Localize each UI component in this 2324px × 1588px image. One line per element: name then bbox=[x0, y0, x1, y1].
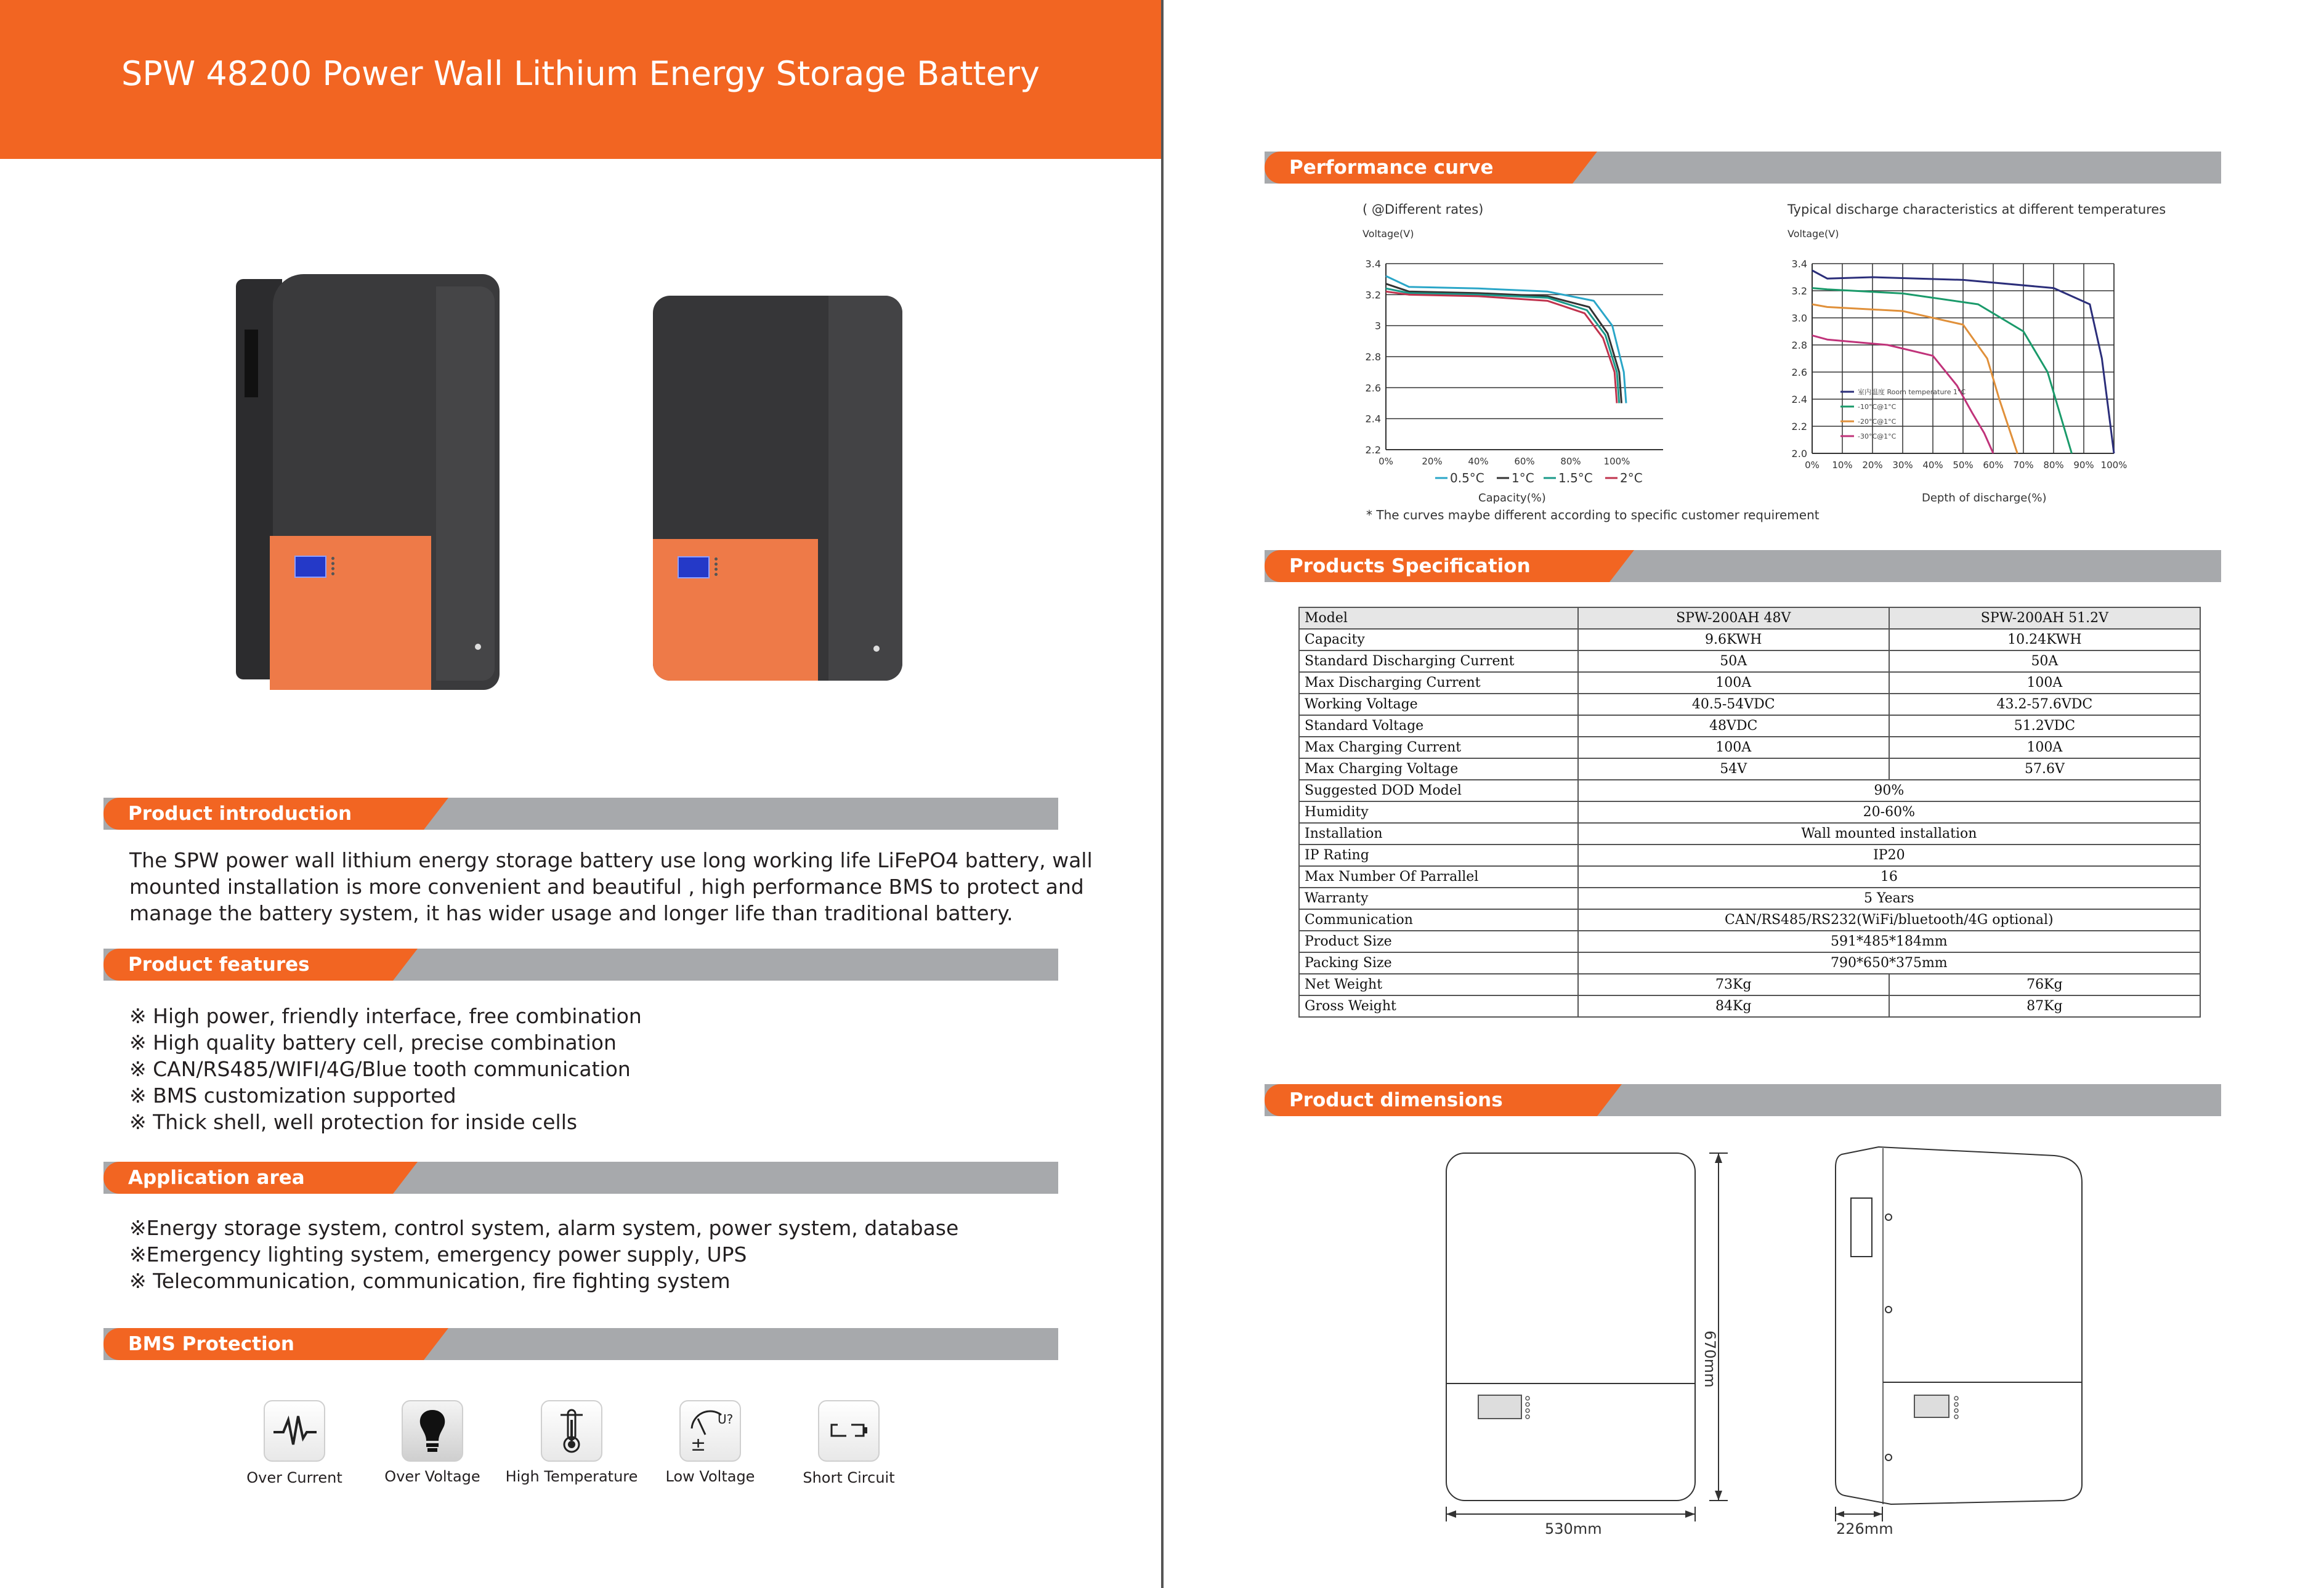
series-line bbox=[1812, 288, 2071, 453]
spec-cell: 50A bbox=[1578, 650, 1889, 672]
x-tick-label: 20% bbox=[1422, 456, 1443, 467]
chart2-ylabel: Voltage(V) bbox=[1788, 228, 1839, 240]
spec-cell: 87Kg bbox=[1889, 995, 2200, 1017]
spec-cell: Warranty bbox=[1299, 888, 1578, 909]
spec-cell: 100A bbox=[1889, 737, 2200, 758]
y-tick-label: 2.8 bbox=[1365, 351, 1381, 363]
battery-angled-view bbox=[236, 274, 500, 690]
svg-text:U?: U? bbox=[718, 1412, 734, 1427]
y-tick-label: 3 bbox=[1374, 320, 1381, 332]
legend-label: 1°C bbox=[1512, 471, 1534, 485]
application-item: ※ Telecommunication, communication, fire fighting system bbox=[129, 1269, 731, 1293]
section-bar-specification bbox=[1265, 550, 2221, 582]
spec-cell: Max Charging Current bbox=[1299, 737, 1578, 758]
section-heading-bms: BMS Protection bbox=[128, 1333, 294, 1355]
section-bar-bms bbox=[103, 1328, 1058, 1360]
spec-cell: Communication bbox=[1299, 909, 1578, 931]
short-circuit-icon bbox=[818, 1400, 880, 1462]
intro-line: The SPW power wall lithium energy storage battery use long working life LiFePO4 battery, wall bbox=[129, 848, 1093, 872]
spec-row bbox=[1299, 823, 2200, 845]
chart1-xlabel: Capacity(%) bbox=[1478, 492, 1546, 504]
spec-cell: 10.24KWH bbox=[1889, 629, 2200, 650]
intro-line: manage the battery system, it has wider usage and longer life than traditional battery. bbox=[129, 901, 1013, 925]
over-voltage-icon bbox=[402, 1400, 463, 1462]
low-voltage-icon bbox=[679, 1400, 741, 1462]
x-tick-label: 40% bbox=[1468, 456, 1489, 467]
spec-row bbox=[1299, 629, 2200, 650]
feature-item: ※ CAN/RS485/WIFI/4G/Blue tooth communication bbox=[129, 1057, 631, 1081]
section-bar-features bbox=[103, 949, 1058, 981]
spec-cell: 790*650*375mm bbox=[1578, 952, 2200, 974]
spec-cell: CAN/RS485/RS232(WiFi/bluetooth/4G optional) bbox=[1578, 909, 2200, 931]
spec-cell: Model bbox=[1299, 607, 1578, 629]
spec-cell: Max Charging Voltage bbox=[1299, 758, 1578, 780]
legend-label: 2°C bbox=[1620, 471, 1643, 485]
y-tick-label: 2.4 bbox=[1365, 413, 1381, 425]
spec-row bbox=[1299, 780, 2200, 801]
series-line bbox=[1812, 304, 2017, 453]
spec-cell: 100A bbox=[1889, 672, 2200, 694]
spec-cell: 54V bbox=[1578, 758, 1889, 780]
bms-label-low-voltage: Low Voltage bbox=[665, 1468, 755, 1485]
y-tick-label: 2.2 bbox=[1365, 444, 1381, 456]
section-heading-dimensions: Product dimensions bbox=[1289, 1089, 1503, 1111]
spec-cell: IP20 bbox=[1578, 845, 2200, 866]
x-tick-label: 80% bbox=[2043, 460, 2064, 471]
x-tick-label: 50% bbox=[1953, 460, 1974, 471]
y-tick-label: 3.4 bbox=[1791, 258, 1807, 270]
spec-cell: Working Voltage bbox=[1299, 694, 1578, 715]
legend-label: 室内温度 Room temperature 1°C bbox=[1858, 388, 1966, 396]
spec-cell: 90% bbox=[1578, 780, 2200, 801]
spec-row bbox=[1299, 909, 2200, 931]
y-tick-label: 3.0 bbox=[1791, 312, 1807, 324]
spec-cell: 43.2-57.6VDC bbox=[1889, 694, 2200, 715]
spec-cell: 84Kg bbox=[1578, 995, 1889, 1017]
legend-label: -10°C@1°C bbox=[1858, 403, 1897, 411]
bms-label-short-circuit: Short Circuit bbox=[803, 1469, 895, 1486]
spec-cell: IP Rating bbox=[1299, 845, 1578, 866]
dimension-width-label: 530mm bbox=[1545, 1520, 1602, 1537]
spec-header-row bbox=[1299, 607, 2200, 629]
features-list bbox=[129, 1003, 642, 1135]
x-tick-label: 0% bbox=[1805, 460, 1820, 471]
x-tick-label: 20% bbox=[1862, 460, 1883, 471]
spec-cell: Suggested DOD Model bbox=[1299, 780, 1578, 801]
bms-label-over-current: Over Current bbox=[246, 1469, 342, 1486]
chart-temperature-discharge bbox=[1780, 246, 2131, 493]
dimensions-drawing bbox=[1435, 1140, 2113, 1546]
spec-row bbox=[1299, 650, 2200, 672]
y-tick-label: 3.2 bbox=[1365, 289, 1381, 301]
spec-cell: 100A bbox=[1578, 672, 1889, 694]
section-bar-performance bbox=[1265, 152, 2221, 184]
y-tick-label: 2.0 bbox=[1791, 448, 1807, 460]
spec-row bbox=[1299, 694, 2200, 715]
svg-text:±: ± bbox=[690, 1434, 707, 1456]
y-tick-label: 3.2 bbox=[1791, 285, 1807, 297]
spec-cell: Humidity bbox=[1299, 801, 1578, 823]
y-tick-label: 2.4 bbox=[1791, 394, 1807, 405]
page-title: SPW 48200 Power Wall Lithium Energy Storage Battery bbox=[121, 54, 1040, 93]
spec-row bbox=[1299, 931, 2200, 952]
chart-different-rates bbox=[1349, 246, 1682, 505]
section-heading-introduction: Product introduction bbox=[128, 803, 352, 825]
spec-cell: Max Number Of Parrallel bbox=[1299, 866, 1578, 888]
spec-cell: 591*485*184mm bbox=[1578, 931, 2200, 952]
spec-cell: 5 Years bbox=[1578, 888, 2200, 909]
section-heading-application: Application area bbox=[128, 1167, 305, 1189]
curve-note: * The curves maybe different according to specific customer requirement bbox=[1366, 508, 1820, 522]
dimension-height-label: 670mm bbox=[1701, 1331, 1719, 1388]
spec-cell: Wall mounted installation bbox=[1578, 823, 2200, 845]
spec-row bbox=[1299, 952, 2200, 974]
spec-table bbox=[1298, 607, 2201, 1018]
feature-item: ※ BMS customization supported bbox=[129, 1084, 456, 1108]
page-divider bbox=[1161, 0, 1164, 1588]
spec-cell: 16 bbox=[1578, 866, 2200, 888]
spec-cell: Gross Weight bbox=[1299, 995, 1578, 1017]
spec-row bbox=[1299, 995, 2200, 1017]
spec-cell: 100A bbox=[1578, 737, 1889, 758]
y-tick-label: 3.4 bbox=[1365, 258, 1381, 270]
spec-row bbox=[1299, 758, 2200, 780]
x-tick-label: 70% bbox=[2013, 460, 2034, 471]
x-tick-label: 80% bbox=[1560, 456, 1581, 467]
section-heading-specification: Products Specification bbox=[1289, 555, 1531, 577]
spec-cell: Net Weight bbox=[1299, 974, 1578, 995]
spec-cell: SPW-200AH 51.2V bbox=[1889, 607, 2200, 629]
section-heading-features: Product features bbox=[128, 954, 310, 976]
spec-cell: 9.6KWH bbox=[1578, 629, 1889, 650]
x-tick-label: 10% bbox=[1832, 460, 1853, 471]
series-line bbox=[1386, 284, 1622, 403]
section-heading-performance: Performance curve bbox=[1289, 156, 1494, 179]
section-bar-application bbox=[103, 1162, 1058, 1194]
spec-cell: 76Kg bbox=[1889, 974, 2200, 995]
feature-item: ※ Thick shell, well protection for inside cells bbox=[129, 1110, 578, 1134]
y-tick-label: 2.8 bbox=[1791, 339, 1807, 351]
legend-label: 1.5°C bbox=[1558, 471, 1593, 485]
x-tick-label: 30% bbox=[1892, 460, 1913, 471]
x-tick-label: 90% bbox=[2073, 460, 2094, 471]
spec-cell: SPW-200AH 48V bbox=[1578, 607, 1889, 629]
x-tick-label: 60% bbox=[1514, 456, 1535, 467]
spec-cell: 40.5-54VDC bbox=[1578, 694, 1889, 715]
dimension-depth-label: 226mm bbox=[1836, 1520, 1893, 1537]
spec-cell: 57.6V bbox=[1889, 758, 2200, 780]
chart2-xlabel: Depth of discharge(%) bbox=[1922, 492, 2047, 504]
intro-text bbox=[129, 847, 1093, 926]
bms-label-high-temperature: High Temperature bbox=[505, 1468, 638, 1485]
x-tick-label: 0% bbox=[1379, 456, 1393, 467]
spec-cell: Standard Discharging Current bbox=[1299, 650, 1578, 672]
spec-row bbox=[1299, 672, 2200, 694]
spec-cell: 51.2VDC bbox=[1889, 715, 2200, 737]
over-current-icon bbox=[264, 1400, 325, 1462]
spec-cell: 73Kg bbox=[1578, 974, 1889, 995]
application-item: ※Energy storage system, control system, alarm system, power system, database bbox=[129, 1216, 959, 1240]
y-tick-label: 2.6 bbox=[1791, 367, 1807, 378]
chart1-ylabel: Voltage(V) bbox=[1362, 228, 1414, 240]
x-tick-label: 100% bbox=[2100, 460, 2128, 471]
section-bar-dimensions bbox=[1265, 1084, 2221, 1116]
x-tick-label: 100% bbox=[1603, 456, 1630, 467]
spec-row bbox=[1299, 737, 2200, 758]
x-tick-label: 40% bbox=[1922, 460, 1943, 471]
spec-cell: Capacity bbox=[1299, 629, 1578, 650]
spec-cell: Standard Voltage bbox=[1299, 715, 1578, 737]
spec-row bbox=[1299, 845, 2200, 866]
spec-cell: Installation bbox=[1299, 823, 1578, 845]
spec-row bbox=[1299, 888, 2200, 909]
spec-cell: 48VDC bbox=[1578, 715, 1889, 737]
section-bar-introduction bbox=[103, 798, 1058, 830]
spec-row bbox=[1299, 974, 2200, 995]
spec-cell: 50A bbox=[1889, 650, 2200, 672]
chart1-title: ( @Different rates) bbox=[1362, 202, 1484, 217]
feature-item: ※ High quality battery cell, precise combination bbox=[129, 1031, 617, 1055]
spec-cell: 20-60% bbox=[1578, 801, 2200, 823]
high-temperature-icon bbox=[541, 1400, 602, 1462]
spec-row bbox=[1299, 801, 2200, 823]
intro-line: mounted installation is more convenient and beautiful , high performance BMS to protect and bbox=[129, 875, 1084, 899]
spec-cell: Packing Size bbox=[1299, 952, 1578, 974]
application-item: ※Emergency lighting system, emergency power supply, UPS bbox=[129, 1242, 747, 1266]
spec-cell: Max Discharging Current bbox=[1299, 672, 1578, 694]
legend-label: -20°C@1°C bbox=[1858, 418, 1897, 426]
legend-label: 0.5°C bbox=[1450, 471, 1484, 485]
feature-item: ※ High power, friendly interface, free combination bbox=[129, 1004, 642, 1028]
x-tick-label: 60% bbox=[1983, 460, 2004, 471]
y-tick-label: 2.6 bbox=[1365, 382, 1381, 394]
spec-row bbox=[1299, 866, 2200, 888]
bms-label-over-voltage: Over Voltage bbox=[384, 1468, 480, 1485]
battery-front-view bbox=[653, 296, 902, 681]
application-list bbox=[129, 1215, 958, 1294]
spec-cell: Product Size bbox=[1299, 931, 1578, 952]
legend-label: -30°C@1°C bbox=[1858, 432, 1897, 440]
chart2-title: Typical discharge characteristics at different temperatures bbox=[1788, 202, 2166, 217]
y-tick-label: 2.2 bbox=[1791, 421, 1807, 432]
spec-row bbox=[1299, 715, 2200, 737]
